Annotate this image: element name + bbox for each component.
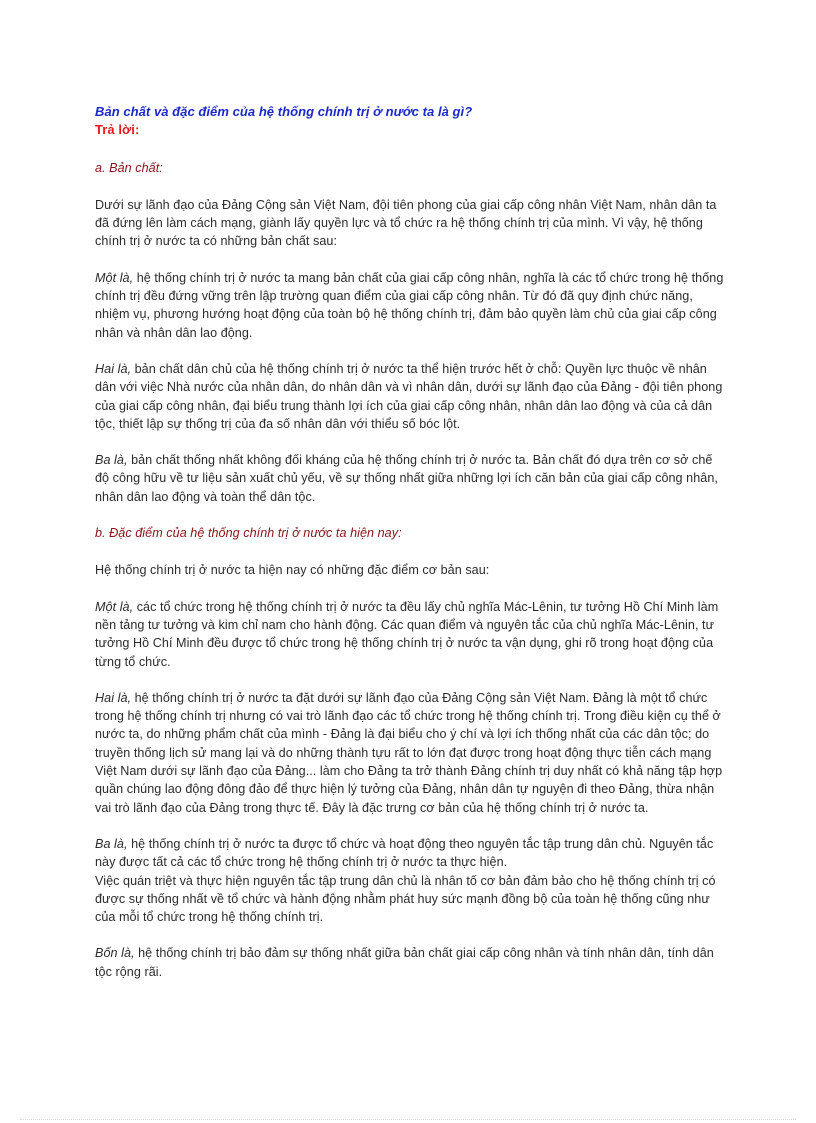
point-lead: Ba là, — [95, 453, 128, 468]
point-text: hệ thống chính trị ở nước ta đặt dưới sự lãnh đạo của Đảng Cộng sản Việt Nam. Đảng là một tổ chức trong hệ thống chính trị nhưng có vai trò lãnh đạo các tổ chức trong hệ thống chính trị. Trong điều kiện cụ thể ở nước ta, do những phẩm chất của mình - Đảng là đại biểu cho ý chí và lợi ích thống nhất của các dân tộc; do truyền thống lịch sử mang lại và do những thành tựu rất to lớn đạt được trong hoạt động thực tiễn cách mạng Việt Nam dưới sự lãnh đạo của Đảng... làm cho Đảng ta trở thành Đảng chính trị duy nhất có khả năng tập hợp quần chúng lao động đông đảo để thực hiện lý tưởng của Đảng, nhân dân tự nguyện đi theo Đảng, thừa nhận vai trò lãnh đạo của Đảng trong thực tế. Đây là đặc trưng cơ bản của hệ thống chính trị ở nước ta. — [95, 690, 723, 815]
page-bottom-divider — [20, 1119, 796, 1120]
section-a-intro: Dưới sự lãnh đạo của Đảng Cộng sản Việt Nam, đội tiên phong của giai cấp công nhân Việt Nam, nhân dân ta đã đứng lên làm cách mạng, giành lấy quyền lực và tổ chức ra hệ thống chính trị của mình. Vì vậy, hệ thống chính trị ở nước ta có những bản chất sau: — [95, 197, 717, 249]
point-lead: Hai là, — [95, 690, 132, 705]
section-b-point-4 — [95, 944, 725, 981]
section-b-point-2 — [95, 689, 725, 817]
point-lead: Bốn là, — [95, 946, 135, 961]
point-text: hệ thống chính trị ở nước ta mang bản chất của giai cấp công nhân, nghĩa là các tổ chức trong hệ thống chính trị đều đứng vững trên lập trường quan điểm của giai cấp công nhân. Từ đó đã quy định chức năng, nhiệm vụ, phương hướng hoạt động của toàn bộ hệ thống chính trị, đảm bảo quyền làm chủ của giai cấp công nhân và nhân dân lao động. — [95, 270, 724, 340]
document-title: Bản chất và đặc điểm của hệ thống chính trị ở nước ta là gì? — [95, 104, 473, 119]
point-text: các tổ chức trong hệ thống chính trị ở nước ta đều lấy chủ nghĩa Mác-Lênin, tư tưởng Hồ Chí Minh làm nền tảng tư tưởng và kim chỉ nam cho hành động. Các quan điểm và nguyên tắc của chủ nghĩa Mác-Lênin, tư tưởng Hồ Chí Minh đều được tổ chức trong hệ thống chính trị ở nước ta vận dụng, ghi rõ trong hoạt động của từng tổ chức. — [95, 599, 719, 669]
answer-label: Trả lời: — [95, 122, 140, 138]
section-b-intro: Hệ thống chính trị ở nước ta hiện nay có những đặc điểm cơ bản sau: — [95, 563, 490, 578]
point-lead: Hai là, — [95, 361, 132, 376]
point-text: hệ thống chính trị ở nước ta được tổ chức và hoạt động theo nguyên tắc tập trung dân chủ. Nguyên tắc này được tất cả các tổ chức trong hệ thống chính trị ở nước ta thực hiện. — [95, 836, 714, 870]
section-b-point-3 — [95, 835, 725, 872]
point-lead: Một là, — [95, 270, 134, 285]
point-text: bản chất dân chủ của hệ thống chính trị ở nước ta thể hiện trước hết ở chỗ: Quyền lực thuộc về nhân dân với việc Nhà nước của nhân dân, do nhân dân và vì nhân dân, dưới sự lãnh đạo của Đảng - đội tiên phong của giai cấp công nhân, đại biểu trung thành lợi ích của giai cấp công nhân, nhân dân lao động và của cả dân tộc, thiết lập sự thống trị của đa số nhân dân với thiểu số bóc lột. — [95, 361, 723, 431]
point-text: hệ thống chính trị bảo đảm sự thống nhất giữa bản chất giai cấp công nhân và tính nhân dân, tính dân tộc rộng rãi. — [95, 946, 714, 979]
section-a-heading: a. Bản chất: — [95, 160, 163, 175]
section-a-point-3 — [95, 451, 725, 506]
point-lead: Một là, — [95, 599, 134, 614]
section-b-point-3-continuation: Việc quán triệt và thực hiện nguyên tắc tập trung dân chủ là nhân tố cơ bản đảm bảo cho hệ thống chính trị có được sự thống nhất về tổ chức và hành động nhằm phát huy sức mạnh đồng bộ của toàn hệ thống cũng như của mỗi tổ chức trong hệ thống chính trị. — [95, 873, 716, 925]
section-a-point-1 — [95, 269, 725, 342]
point-text: bản chất thống nhất không đối kháng của hệ thống chính trị ở nước ta. Bản chất đó dựa trên cơ sở chế độ công hữu về tư liệu sản xuất chủ yếu, về sự thống nhất giữa những lợi ích căn bản của giai cấp công nhân, nhân dân lao động và toàn thể dân tộc. — [95, 453, 718, 504]
document-page — [95, 103, 725, 999]
section-b-heading: b. Đặc điểm của hệ thống chính trị ở nước ta hiện nay: — [95, 526, 402, 541]
point-lead: Ba là, — [95, 836, 128, 851]
section-b-point-1 — [95, 598, 725, 671]
section-a-point-2 — [95, 360, 725, 433]
